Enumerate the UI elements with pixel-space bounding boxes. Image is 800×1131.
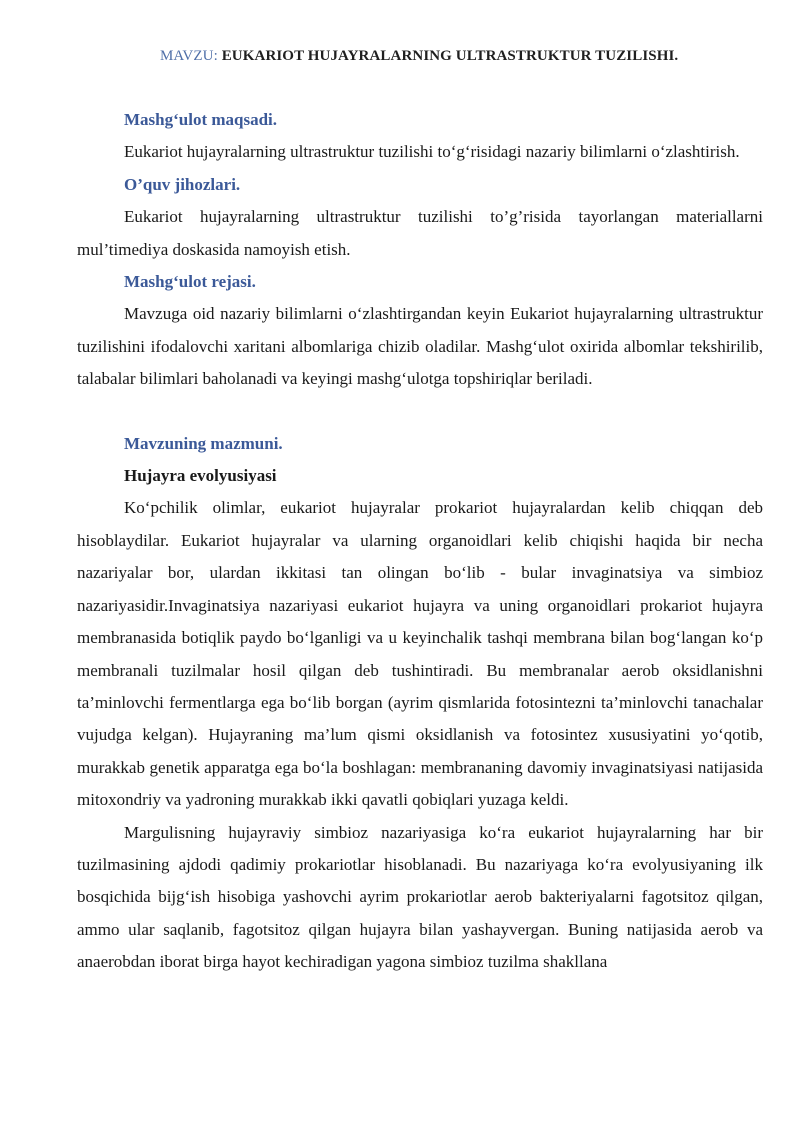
topic-label: MAVZU: [160, 48, 218, 64]
paragraph-symbiosis: Margulisning hujayraviy simbioz nazariyasiga ko‘ra eukariot hujayralarning har bir tuzilmasining ajdodi qadimiy prokariotlar hisoblanadi. Bu nazariyaga ko‘ra evolyusiyaning ilk bosqichida bijg‘ish hisobiga yashovchi ayrim prokariotlar aerob bakteriyalarni fagotsitoz qilgan, ammo ular saqlanib, fagotsitoz qilgan hujayra bilan yashayvergan. Buning natijasida aerob va anaerobdan iborat birga hayot kechiradigan yagona simbioz tuzilma shakllana [77, 822, 763, 972]
document-body [77, 104, 763, 979]
paragraph-invagination: Ko‘pchilik olimlar, eukariot hujayralar prokariot hujayralardan kelib chiqqan deb hisoblaydilar. Eukariot hujayralar va ularning organoidlari kelib chiqishi haqida bir necha nazariyalar bor, ulardan ikkitasi tan olingan bo‘lib - bular invaginatsiya va simbioz nazariyasidir.Invaginatsiya nazariyasi eukariot hujayra va uning organoidlari prokariot hujayra membranasida botiqlik paydo bo‘lganligi va u keyinchalik tashqi membrana bilan bog‘langan ko‘p membranali tuzilmalar hosil qilgan deb tushintiradi. Bu membranalar aerob oksidlanishni ta’minlovchi fermentlarga ega bo‘lib borgan (ayrim qismlarida fotosintezni ta’minlovchi tanachalar vujudga kelgan). Hujayraning ma’lum qismi oksidlanish va fotosintez xususiyatini yo‘qotib, murakkab genetik apparatga ega bo‘la boshlagan: membrananing davomiy invaginatsiyasi natijasida mitoxondriy va yadroning murakkab ikki qavatli qobiqlari yuzaga keldi. [77, 498, 763, 810]
section-heading-plan: Mashg‘ulot rejasi. [124, 272, 256, 292]
document-title [160, 48, 760, 65]
section-heading-goal: Mashg‘ulot maqsadi. [124, 110, 278, 129]
section-heading-equipment: O’quv jihozlari. [124, 174, 241, 194]
spacer [77, 396, 763, 428]
section-heading-content: Mavzuning mazmuni. [124, 433, 283, 453]
topic-title: EUKARIOT HUJAYRALARNING ULTRASTRUKTUR TUZILISHI. [221, 48, 679, 64]
goal-text: Eukariot hujayralarning ultrastruktur tuzilishi to‘g‘risidagi nazariy bilimlarni o‘zlashtirish. [124, 142, 740, 162]
equipment-text: Eukariot hujayralarning ultrastruktur tuzilishi to’g’risida tayorlangan materiallarni mul’timediya doskasida namoyish etish. [77, 207, 763, 259]
subheading-evolution: Hujayra evolyusiyasi [124, 466, 277, 486]
plan-text: Mavzuga oid nazariy bilimlarni o‘zlashtirgandan keyin Eukariot hujayralarning ultrastruktur tuzilishini ifodalovchi xaritani albomlariga chizib oladilar. Mashg‘ulot oxirida albomlar tekshirilib, talabalar bilimlari baholanadi va keyingi mashg‘ulotga topshiriqlar beriladi. [77, 304, 763, 389]
